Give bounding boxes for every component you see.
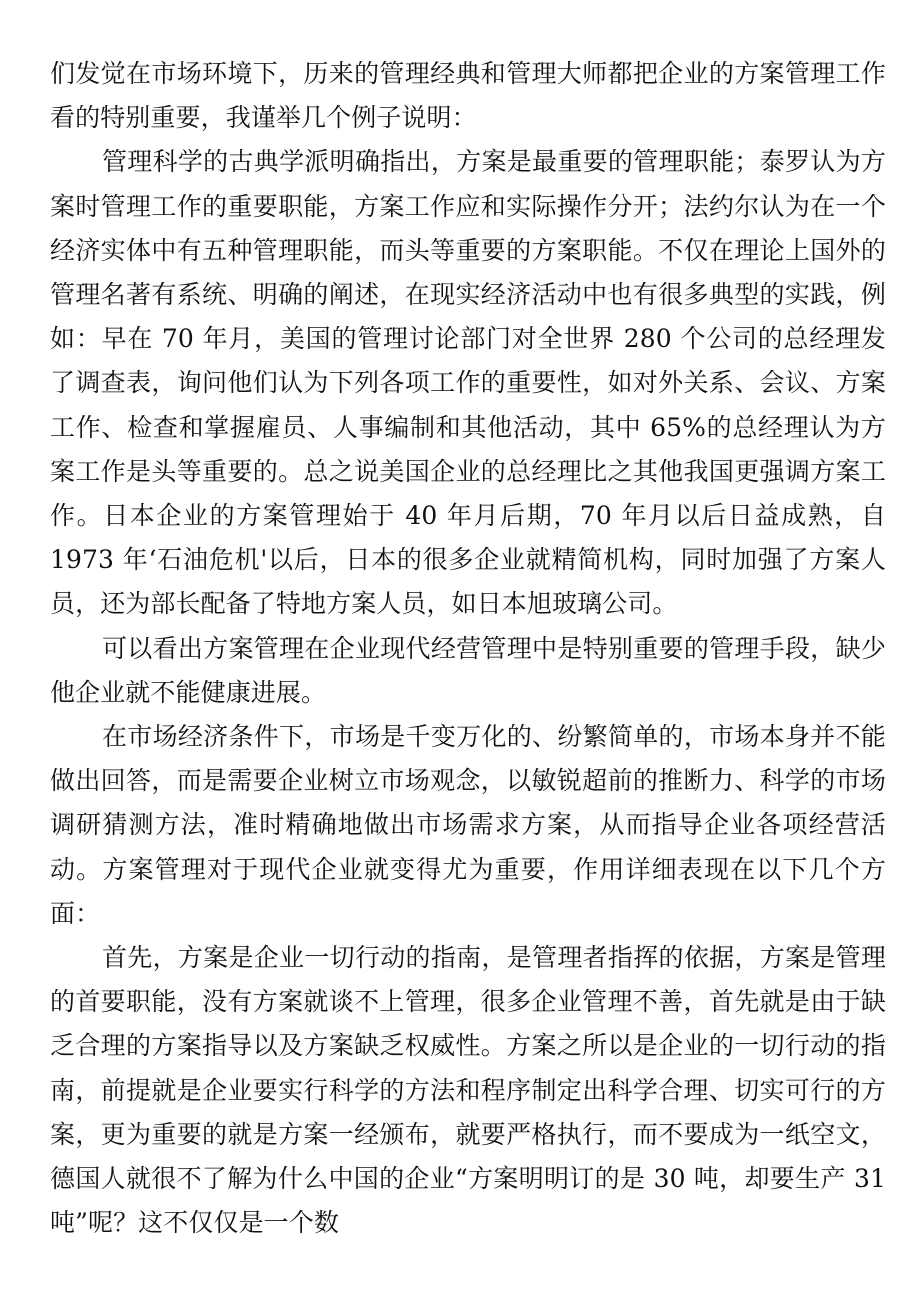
paragraph-3: 可以看出方案管理在企业现代经营管理中是特别重要的管理手段，缺少他企业就不能健康进展。	[50, 633, 886, 707]
paragraph-1: 们发觉在市场环境下，历来的管理经典和管理大师都把企业的方案管理工作看的特别重要，我谨举几个例子说明：	[50, 59, 886, 133]
document-body	[50, 52, 886, 1245]
paragraph-4: 在市场经济条件下，市场是千变万化的、纷繁简单的，市场本身并不能做出回答，而是需要企业树立市场观念，以敏锐超前的推断力、科学的市场调研猜测方法，准时精确地做出市场需求方案，从而指导企业各项经营活动。方案管理对于现代企业就变得尤为重要，作用详细表现在以下几个方面：	[50, 722, 886, 928]
paragraph-2: 管理科学的古典学派明确指出，方案是最重要的管理职能；泰罗认为方案时管理工作的重要职能，方案工作应和实际操作分开；法约尔认为在一个经济实体中有五种管理职能，而头等重要的方案职能。不仅在理论上国外的管理名著有系统、明确的阐述，在现实经济活动中也有很多典型的实践，例如：早在 70 年月，美国的管理讨论部门对全世界 280 个公司的总经理发了调查表，询问他们认为下列各项工作的重要性，如对外关系、会议、方案工作、检查和掌握雇员、人事编制和其他活动，其中 65%的总经理认为方案工作是头等重要的。总之说美国企业的总经理比之其他我国更强调方案工作。日本企业的方案管理始于 40 年月后期，70 年月以后日益成熟，自 1973 年‘石油危机'以后，日本的很多企业就精简机构，同时加强了方案人员，还为部长配备了特地方案人员，如日本旭玻璃公司。	[50, 147, 886, 619]
paragraph-5: 首先，方案是企业一切行动的指南，是管理者指挥的依据，方案是管理的首要职能，没有方案就谈不上管理，很多企业管理不善，首先就是由于缺乏合理的方案指导以及方案缺乏权威性。方案之所以是企业的一切行动的指南，前提就是企业要实行科学的方法和程序制定出科学合理、切实可行的方案，更为重要的就是方案一经颁布，就要严格执行，而不要成为一纸空文，德国人就很不了解为什么中国的企业“方案明明订的是 30 吨，却要生产 31 吨”呢？这不仅仅是一个数	[50, 943, 886, 1238]
